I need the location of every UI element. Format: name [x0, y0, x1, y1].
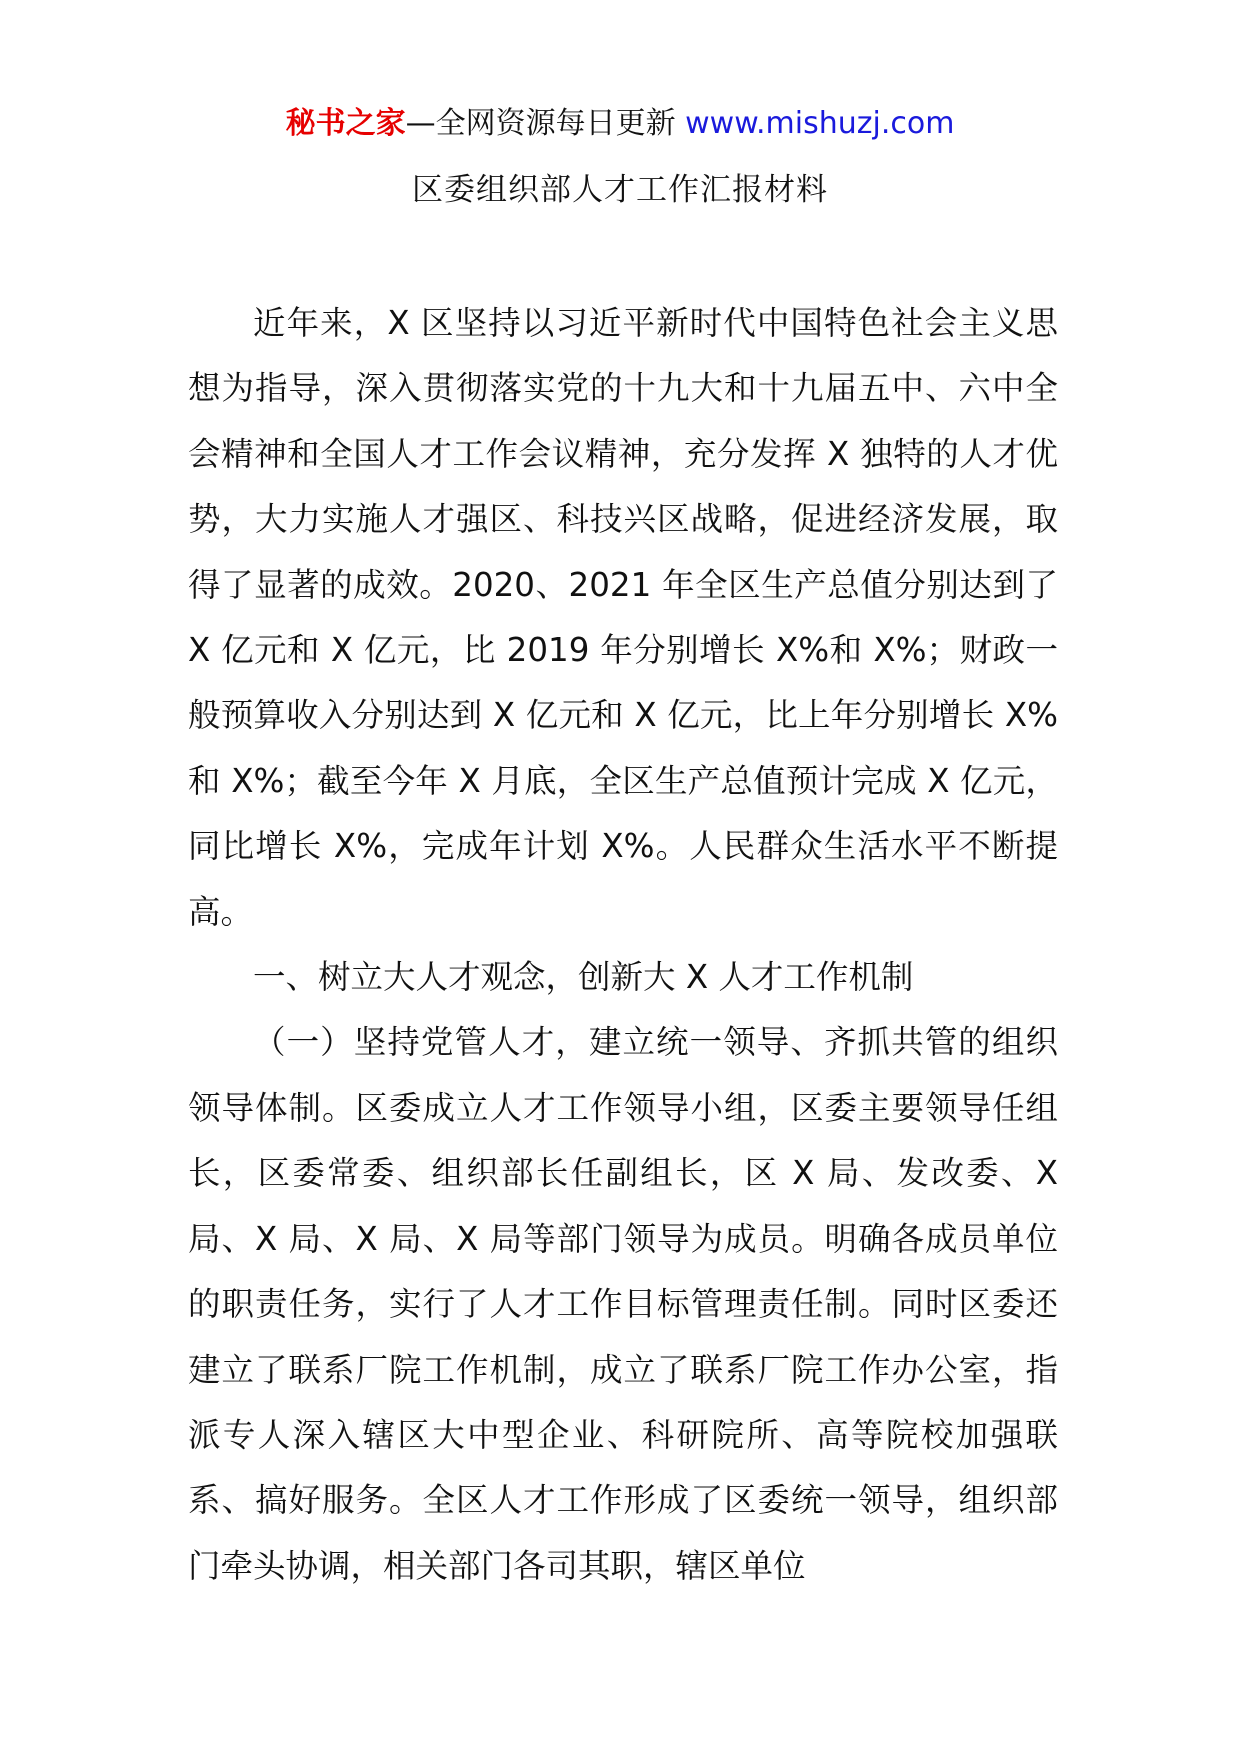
site-slogan: —全网资源每日更新: [405, 106, 686, 141]
site-url-link[interactable]: www.mishuzj.com: [685, 106, 955, 141]
site-brand: 秘书之家: [285, 106, 406, 141]
section-heading: 一、树立大人才观念，创新大 X 人才工作机制: [253, 958, 914, 997]
paragraph-subsection-1: （一）坚持党管人才，建立统一领导、齐抓共管的组织领导体制。区委成立人才工作领导小组，区委主要领导任组长，区委常委、组织部长任副组长，区 X 局、发改委、X 局、X 局、X 局、X 局等部门领导为成员。明确各成员单位的职责任务，实行了人才工作目标管理责任制。同时区委还建立了联系厂院工作机制，成立了联系厂院工作办公室，指派专人深入辖区大中型企业、科研院所、高等院校加强联系、搞好服务。全区人才工作形成了区委统一领导，组织部门牵头协调，相关部门各司其职，辖区单位: [188, 1023, 1058, 1585]
paragraph-intro: 近年来，X 区坚持以习近平新时代中国特色社会主义思想为指导，深入贯彻落实党的十九大和十九届五中、六中全会精神和全国人才工作会议精神，充分发挥 X 独特的人才优势，大力实施人才强区、科技兴区战略，促进经济发展，取得了显著的成效。2020、2021 年全区生产总值分别达到了 X 亿元和 X 亿元，比 2019 年分别增长 X%和 X%；财政一般预算收入分别达到 X 亿元和 X 亿元，比上年分别增长 X%和 X%；截至今年 X 月底，全区生产总值预计完成 X 亿元，同比增长 X%，完成年计划 X%。人民群众生活水平不断提高。: [188, 304, 1058, 931]
document-body: [188, 291, 1058, 1599]
site-banner: [0, 100, 1240, 148]
document-title: 区委组织部人才工作汇报材料: [412, 172, 828, 208]
